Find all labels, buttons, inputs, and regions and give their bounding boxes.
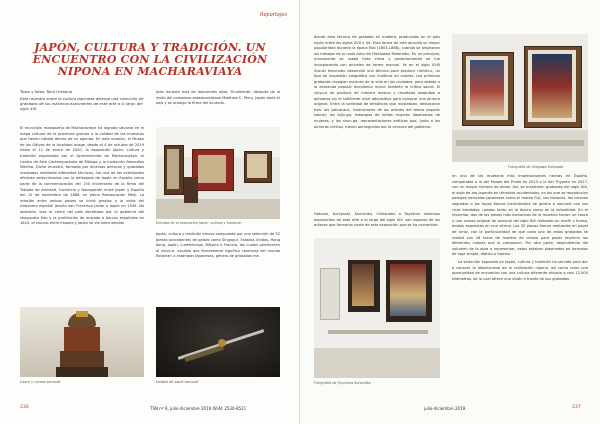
body-column-4: en una de las muestras más impresionantes hechas en España, comparable a la del Museo del Prado en 2013 o la del Thyssen en 2017, con un mayor número de obras. Así, se mostraron grabados del siglo XIX, el siglo de oro japonés en términos occidentales, en los que se reproducían paisajes naturales japoneses como el monte Fuji, sus bosques, los cerezos sagrados o los tupos típicos tradicionales de geisha o samurái con sus ricos bordados, usados tanto en la época como en la actualidad. En el recorrido, dos de las piezas más llamativas de la muestra fueron un casco y una coraza original de samurái del siglo XIX realizado en marfil y hueso, ambos expuestos en una vitrina. Las 32 piezas fueron realizadas en papel de arroz, con la particularidad de que cada uno de estos grabados se realizó con 16 tacos de madera de cerezo para poder imprimir los diferentes colores que lo componen. Por otra parte, dependiendo del volumen de la obra a representar, estos estaban plasmados en formatos de hoja simple, díptico o tríptico. La selección expuesta en Japón, cultura y tradición ha servido para dar a conocer la idiosincrasia de la civilización nipona, así como crear una oportunidad de encuentro con una cultura diferente situada a casi 12.000 kilómetros, de la cual ofrece una visión a través de sus grabados.: [452, 174, 588, 281]
byline: Texto y fotos: Raúl Orellana: [20, 89, 73, 94]
footer-magazine: TSN nº 8, julio-diciembre 2019 ISSN: 2530-8521: [150, 406, 247, 411]
caption-armor: Casco y coraza samurái: [20, 380, 61, 384]
right-page: [300, 0, 600, 424]
body-column-2-top: pido durante más de doscientos años. Finalmente, después de la visita del comodoro estadounidense Matthew C. Perry, Japón abrió el país y se produjo la firma del acuerdo.: [156, 90, 280, 106]
footer-date: julio-diciembre 2019: [424, 406, 466, 411]
page-number-right: 237: [572, 405, 581, 410]
caption-kunichika: Fotografía de Toyohara Kunichika: [314, 381, 371, 385]
body-column-3-bottom: Hokusai, Kuniyoshi, Kunichika, Chikanobu o Toyokuni máximos exponentes de este arte a lo largo del siglo XIX, son algunos de los autores que formaron parte de esta exposición que se ha convertido: [314, 212, 440, 228]
photo-exhibition-entrance: [156, 127, 280, 219]
body-column-3: diante esta técnica de grabado en madera, producidos en el país nipón entre los siglos XVII y XX. Esta forma de arte alcanzó su mayor popularidad durante la época Edo (1603-1868), cuando se originaron los trabajos de un solo color de Hishikawa Moronobu. En un principio, únicamente se usaba tinta china y posteriormente se fue incorporando con pinceles de forma manual. Ya en el siglo XVIII Suzuki Harunobu desarrolló una técnica para producir nishiki-e, un tipo de impresión xilográfica con multitud de colores. Los primeros grabados recogían escenas de la vida en las ciudades, pero debido a la demanda popular decidieron incluir también la crítica social. El ukiyo-e se produce de manera masiva y resultaba asequible a personas sin el suficiente nivel adquisitivo para comprar una pintura original. Entre la variedad de temáticas que mostraban, destacaron tres: los yakusha-e, ilustraciones de los actores del teatro popular kabuki; los bijin-ga, estampas de bellas mujeres idealizadas de mujeres; y los shun-ga, representaciones eróticas que, junto a las pinturas críticas, fueron perseguidas por la censura del gobierno.: [314, 35, 440, 129]
caption-entrance: Entrada de la exposición Japón, cultura y tradición: [156, 221, 242, 225]
photo-samurai-armor: [20, 307, 144, 377]
body-column-4-paragraph-2: La selección expuesta en Japón, cultura y tradición ha servido para dar a conocer la idiosincrasia de la civilización nipona, así como crear una oportunidad de encuentro con una cultura diferente situada a casi 12.000 kilómetros, de la cual ofrece una visión a través de sus grabados.: [452, 259, 588, 281]
lead-paragraph: Esta muestra sobre la cultura japonesa alberga una colección de grabados de los máximos exponentes de este arte a lo largo del siglo XIX.: [20, 96, 144, 112]
section-tag: Reportajes: [260, 12, 287, 18]
article-title: JAPÓN, CULTURA Y TRADICIÓN. UN ENCUENTRO CON LA CIVILIZACIÓN NIPONA EN MACHARAVIAYA: [32, 41, 268, 78]
photo-toyohara-kunichika: [314, 238, 440, 378]
photo-samurai-sword: [156, 307, 280, 377]
body-column-2-bottom: Japón, cultura y tradición estuvo compuesta por una selección de 32 piezas procedentes de países como Singapur, Estados Unidos, Hong Kong, Japón, Luxemburgo, Bélgica o Francia, las cuales pertenecen al ukiyo-e, vocablo que literalmente significa «pinturas del mundo flotante» o estampas japonesas, género de grabados me-: [156, 232, 280, 259]
photo-utagawa-kunisada: [452, 34, 588, 162]
caption-kunisada: Fotografía de Utagawa Kunisada: [508, 165, 564, 169]
body-column-1: El municipio malagueño de Macharaviaya ha logrado situarse en el mapa cultural de la provincia gracias a la calidad de las muestras que tienen cabida dentro de su agenda. En esta ocasión, el Museo de los Gálvez de la localidad acoge, desde el 4 de octubre de 2019 hasta el 12 de enero de 2020, la exposición Japón, cultura y tradición organizada por el Ayuntamiento de Macharaviaya, el Centro de Arte Contemporáneo de Málaga y la fundación Remedios Medina. Dicha muestra, formada por diversas pinturas y grabados realizados mediante diferentes técnicas, fue una de las actividades oficiales seleccionadas por la embajada de Japón en España como parte de la conmemoración del 150 aniversario de la firma del Tratado de Amistad, Comercio y Navegación entre Japón y España del 12 de noviembre de 1868, en plena Restauración Meiji. La relación entre ambos países se inició gracias a la visita del misionero español jesuita san Francisco Javier a Japón en 1549. No obstante, tras el cierre del país decretado por el gobierno del shogunato Edo y la prohibición de entrada a barcos españoles en 1624, el vínculo entre España y Japón se vio interrumpido: [20, 126, 144, 226]
caption-sword: Detalle de sable samurái: [156, 380, 199, 384]
page-number-left: 236: [20, 405, 29, 410]
